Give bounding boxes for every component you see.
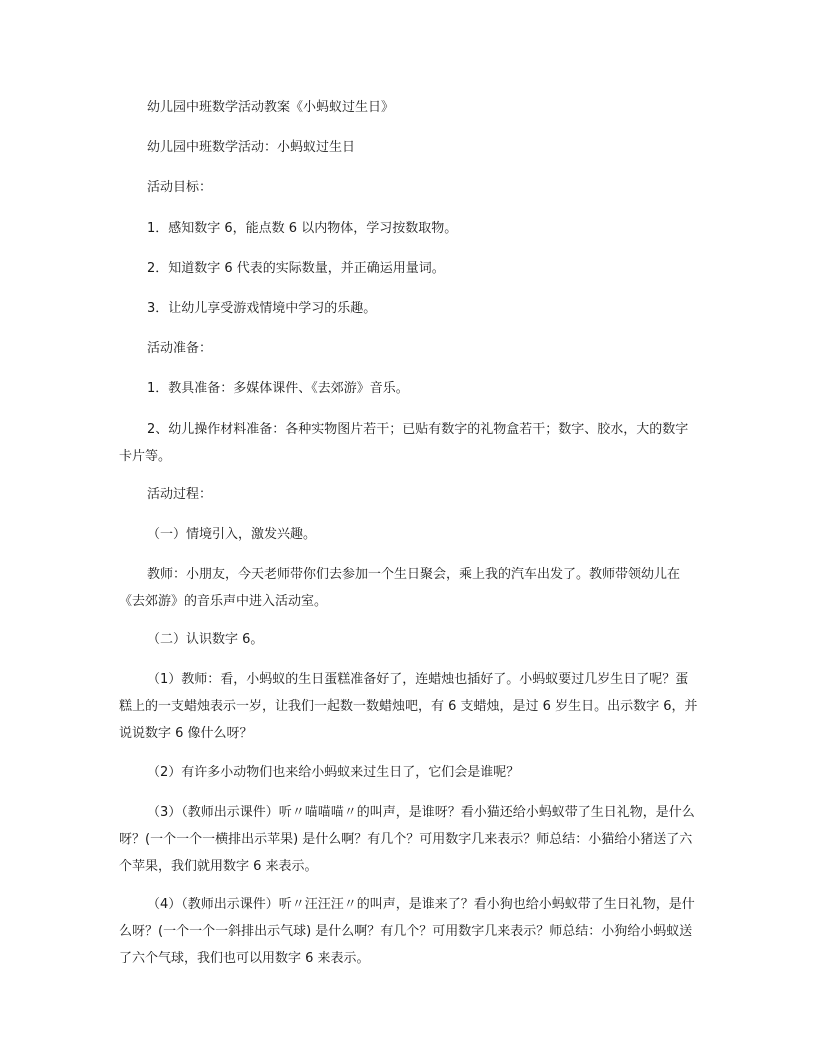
step-item: （1）教师：看，小蚂蚁的生日蛋糕准备好了，连蜡烛也插好了。小蚂蚁要过几岁生日了呢？蛋糕上的一支蜡烛表示一岁，让我们一起数一数蜡烛吧，有 6 支蜡烛，是过 6 岁生日。出示数字 6，并说说数字 6 像什么呀？ [119, 672, 698, 741]
step-item: （2）有许多小动物们也来给小蚂蚁来过生日了，它们会是谁呢？ [147, 765, 520, 780]
prep-item: 1．教具准备：多媒体课件、《去郊游》音乐。 [147, 381, 409, 396]
process-heading: 活动过程： [147, 487, 213, 502]
step-item: （3）（教师出示课件）听〃喵喵喵〃的叫声，是谁呀？看小猫还给小蚂蚁带了生日礼物，是什么呀？(一个一个一横排出示苹果) 是什么啊？有几个？可用数字几来表示？师总结：小猫给小猪送了六个苹果，我们就用数字 6 来表示。 [119, 805, 695, 874]
step-heading: （二）认识数字 6。 [147, 632, 264, 647]
step-heading: （一）情境引入，激发兴趣。 [147, 527, 317, 542]
goal-item: 2．知道数字 6 代表的实际数量，并正确运用量词。 [147, 261, 445, 276]
goal-item: 1．感知数字 6，能点数 6 以内物体，学习按数取物。 [147, 221, 458, 236]
step-text: 教师：小朋友，今天老师带你们去参加一个生日聚会，乘上我的汽车出发了。教师带领幼儿在《去郊游》的音乐声中进入活动室。 [119, 567, 681, 609]
prep-item: 2、幼儿操作材料准备：各种实物图片若干；已贴有数字的礼物盒若干；数字、胶水，大的数字卡片等。 [119, 422, 689, 464]
document-title: 幼儿园中班数学活动教案《小蚂蚁过生日》 [147, 100, 395, 115]
goals-heading: 活动目标： [147, 180, 213, 195]
step-item: （4）（教师出示课件）听〃汪汪汪〃的叫声，是谁来了？看小狗也给小蚂蚁带了生日礼物，是什么呀？(一个一个一斜排出示气球) 是什么啊？有几个？可用数字几来表示？师总结：小狗给小蚂蚁送了六个气球，我们也可以用数字 6 来表示。 [119, 897, 695, 966]
prep-heading: 活动准备： [147, 341, 213, 356]
document-subtitle: 幼儿园中班数学活动：小蚂蚁过生日 [147, 140, 356, 155]
goal-item: 3．让幼儿享受游戏情境中学习的乐趣。 [147, 301, 377, 316]
